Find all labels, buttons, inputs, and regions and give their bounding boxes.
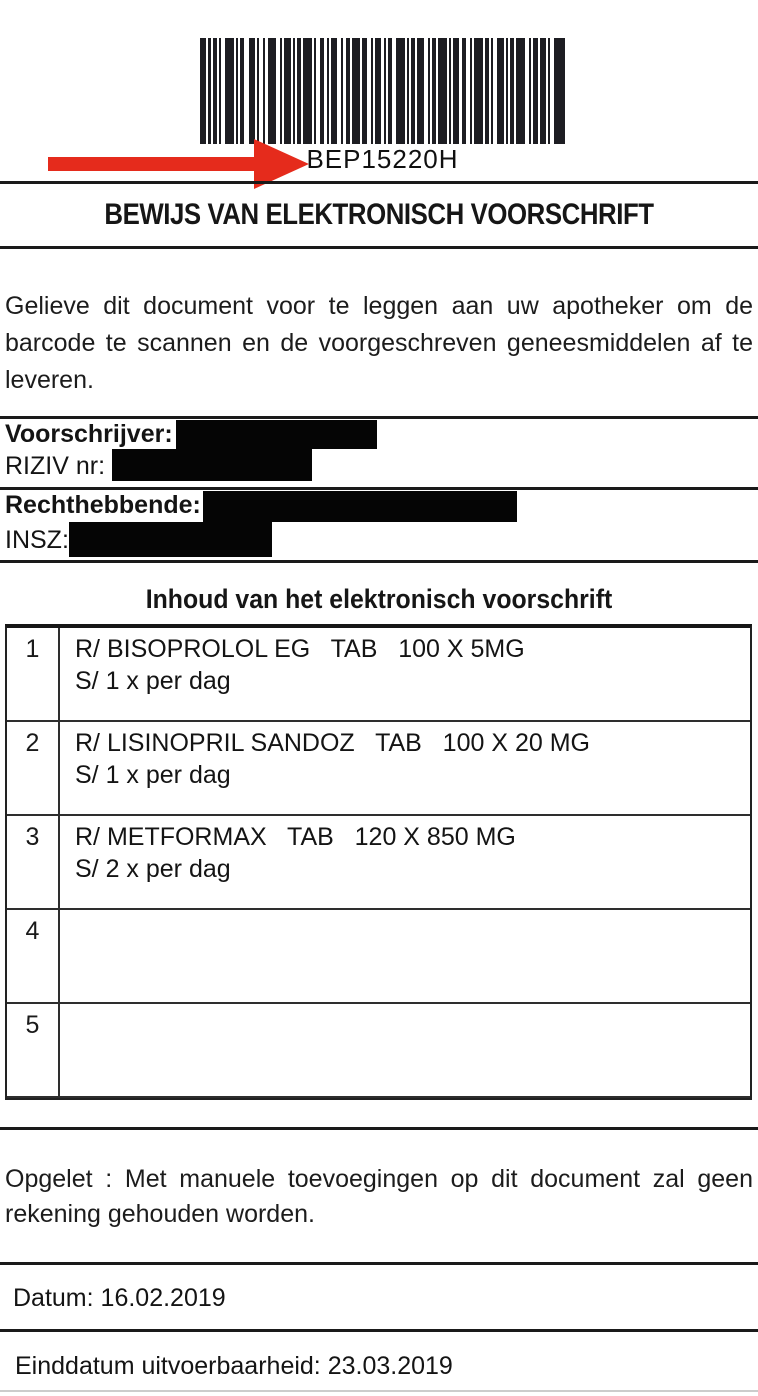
divider [0, 560, 758, 563]
riziv-label: RIZIV nr: [5, 452, 106, 480]
row-number: 3 [7, 816, 60, 910]
row-number: 2 [7, 722, 60, 816]
beneficiary-label: Rechthebbende: [5, 491, 201, 519]
barcode-bar [516, 38, 524, 144]
prescriber-name-redacted [176, 420, 377, 449]
barcode-bar [396, 38, 404, 144]
prescription-row [60, 910, 750, 1004]
prescription-table [5, 624, 752, 1100]
insz-number-redacted [69, 522, 272, 557]
divider [0, 1127, 758, 1130]
barcode-bar [352, 38, 360, 144]
medication-line: R/ METFORMAX TAB 120 X 850 MG [75, 823, 516, 851]
end-date-value: 23.03.2019 [327, 1352, 453, 1380]
barcode-bar [474, 38, 482, 144]
divider [0, 1329, 758, 1332]
date-field [13, 1284, 226, 1313]
barcode-bar [225, 38, 233, 144]
prescription-row [60, 722, 750, 816]
intro-line: Gelieve dit document voor te leggen aan uw apotheker om de [5, 292, 753, 320]
prescription-row [60, 816, 750, 910]
intro-line: barcode te scannen en de voorgeschreven geneesmiddelen af te [5, 329, 753, 357]
medication-line: R/ BISOPROLOL EG TAB 100 X 5MG [75, 635, 525, 663]
end-date-label: Einddatum uitvoerbaarheid: [15, 1352, 321, 1380]
page-title: BEWIJS VAN ELEKTRONISCH VOORSCHRIFT [104, 198, 654, 231]
barcode-bar [438, 38, 446, 144]
end-date-field [15, 1352, 453, 1381]
warning-line: Opgelet : Met manuele toevoegingen op dit document zal geen [5, 1165, 753, 1193]
beneficiary-name-redacted [203, 491, 517, 522]
row-number: 1 [7, 628, 60, 722]
prescription-row [60, 628, 750, 722]
intro-line: leveren. [5, 366, 94, 394]
intro-paragraph [5, 288, 753, 399]
date-label: Datum: [13, 1284, 94, 1312]
barcode-bar [268, 38, 276, 144]
barcode-value: BEP15220H [306, 144, 459, 174]
row-number: 4 [7, 910, 60, 1004]
prescriber-label: Voorschrijver: [5, 420, 173, 448]
barcode-bar [303, 38, 311, 144]
row-number: 5 [7, 1004, 60, 1098]
divider [0, 246, 758, 249]
dosage-line: S/ 1 x per dag [75, 667, 231, 695]
warning-line: rekening gehouden worden. [5, 1200, 315, 1228]
dosage-line: S/ 2 x per dag [75, 855, 231, 883]
barcode-bar [554, 38, 565, 144]
warning-paragraph [5, 1162, 753, 1232]
divider [0, 181, 758, 184]
prescription-row [60, 1004, 750, 1098]
insz-label: INSZ: [5, 526, 69, 554]
divider [0, 416, 758, 419]
medication-line: R/ LISINOPRIL SANDOZ TAB 100 X 20 MG [75, 729, 590, 757]
contents-heading: Inhoud van het elektronisch voorschrift [145, 584, 613, 614]
barcode-image [200, 38, 565, 144]
red-arrow-icon [48, 157, 256, 171]
divider [0, 487, 758, 490]
riziv-number-redacted [112, 449, 312, 481]
scan-edge-line [0, 1390, 758, 1392]
dosage-line: S/ 1 x per dag [75, 761, 231, 789]
divider [0, 1262, 758, 1265]
date-value: 16.02.2019 [100, 1284, 226, 1312]
